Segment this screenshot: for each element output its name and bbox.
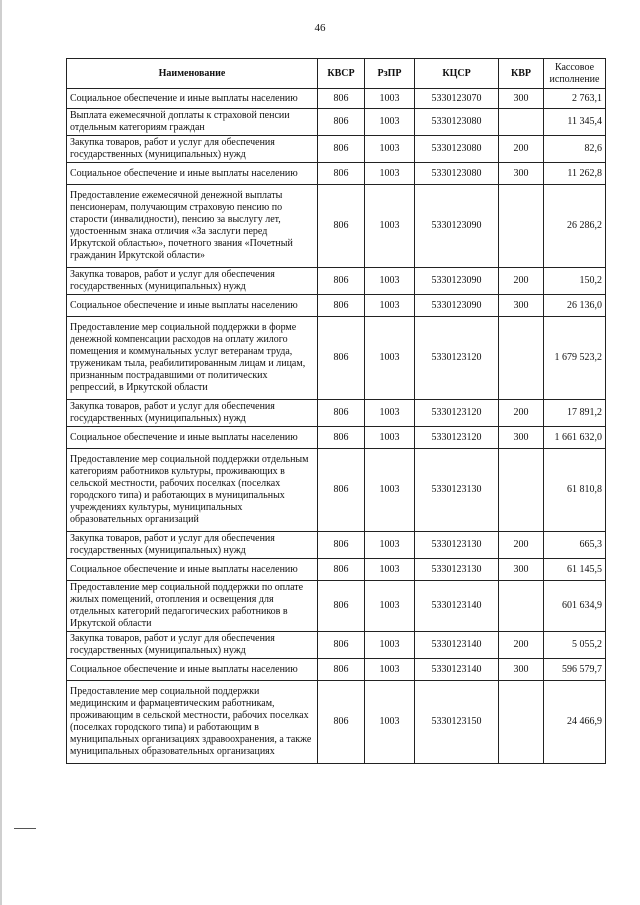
table-row — [67, 427, 606, 449]
row-kvsr: 806 — [318, 681, 365, 764]
table-row — [67, 559, 606, 581]
row-kvr: 300 — [499, 163, 544, 185]
row-amount: 26 136,0 — [544, 295, 606, 317]
row-name: Социальное обеспечение и иные выплаты населению — [67, 559, 318, 581]
header-name: Наименование — [67, 59, 318, 89]
row-kvsr: 806 — [318, 89, 365, 109]
row-name: Предоставление ежемесячной денежной выплаты пенсионерам, получающим страховую пенсию по старости (инвалидности), пенсию за выслугу лет, удостоенным знака отличия «За заслуги перед Иркутской областью», почетного звания «Почетный гражданин Иркутской области» — [67, 185, 318, 268]
header-rzpr: РзПР — [365, 59, 415, 89]
table-row — [67, 136, 606, 163]
row-kvsr: 806 — [318, 532, 365, 559]
row-kvr — [499, 185, 544, 268]
row-name: Предоставление мер социальной поддержки медицинским и фармацевтическим работникам, проживающим в сельской местности, рабочих поселках (поселках городского типа) и работающим в муниципальных организациях здравоохранения, а также муниципальных образовательных организациях — [67, 681, 318, 764]
row-amount: 596 579,7 — [544, 659, 606, 681]
row-name: Выплата ежемесячной доплаты к страховой пенсии отдельным категориям граждан — [67, 109, 318, 136]
row-kcsr: 5330123090 — [415, 185, 499, 268]
row-rzpr: 1003 — [365, 295, 415, 317]
row-kcsr: 5330123130 — [415, 532, 499, 559]
budget-execution-table — [66, 58, 606, 764]
table-row — [67, 400, 606, 427]
row-kcsr: 5330123150 — [415, 681, 499, 764]
row-kvr — [499, 681, 544, 764]
row-amount: 61 145,5 — [544, 559, 606, 581]
row-kvsr: 806 — [318, 185, 365, 268]
row-amount: 1 679 523,2 — [544, 317, 606, 400]
table-row — [67, 659, 606, 681]
table-row — [67, 89, 606, 109]
row-name: Социальное обеспечение и иные выплаты населению — [67, 295, 318, 317]
row-name: Предоставление мер социальной поддержки по оплате жилых помещений, отопления и освещения для отдельных категорий педагогических работников в Иркутской области — [67, 581, 318, 632]
row-kcsr: 5330123080 — [415, 136, 499, 163]
table-header-row — [67, 59, 606, 89]
row-kcsr: 5330123120 — [415, 400, 499, 427]
row-rzpr: 1003 — [365, 449, 415, 532]
table-row — [67, 317, 606, 400]
row-kcsr: 5330123120 — [415, 427, 499, 449]
row-kvsr: 806 — [318, 317, 365, 400]
row-kcsr: 5330123080 — [415, 163, 499, 185]
row-kvsr: 806 — [318, 559, 365, 581]
row-rzpr: 1003 — [365, 532, 415, 559]
row-kcsr: 5330123130 — [415, 449, 499, 532]
row-kvsr: 806 — [318, 427, 365, 449]
header-kvr: КВР — [499, 59, 544, 89]
row-kvsr: 806 — [318, 109, 365, 136]
table-row — [67, 295, 606, 317]
table-row — [67, 163, 606, 185]
header-kvsr: КВСР — [318, 59, 365, 89]
row-kvr: 200 — [499, 632, 544, 659]
row-amount: 61 810,8 — [544, 449, 606, 532]
row-rzpr: 1003 — [365, 109, 415, 136]
row-kvr: 300 — [499, 89, 544, 109]
row-amount: 5 055,2 — [544, 632, 606, 659]
row-kcsr: 5330123140 — [415, 581, 499, 632]
row-kvr: 200 — [499, 400, 544, 427]
row-kvr — [499, 581, 544, 632]
row-kvr: 300 — [499, 559, 544, 581]
row-kvr: 300 — [499, 659, 544, 681]
row-kvr — [499, 449, 544, 532]
table-row — [67, 581, 606, 632]
row-amount: 1 661 632,0 — [544, 427, 606, 449]
row-kcsr: 5330123140 — [415, 659, 499, 681]
row-rzpr: 1003 — [365, 559, 415, 581]
row-kvsr: 806 — [318, 295, 365, 317]
row-kvsr: 806 — [318, 632, 365, 659]
row-rzpr: 1003 — [365, 581, 415, 632]
row-rzpr: 1003 — [365, 185, 415, 268]
row-kvsr: 806 — [318, 400, 365, 427]
row-kcsr: 5330123080 — [415, 109, 499, 136]
row-rzpr: 1003 — [365, 268, 415, 295]
margin-mark — [14, 828, 36, 829]
row-kvr: 200 — [499, 136, 544, 163]
row-kvsr: 806 — [318, 163, 365, 185]
row-name: Предоставление мер социальной поддержки отдельным категориям работников культуры, проживающих в сельской местности, рабочих поселках (поселках городского типа) и работающих в муниципальных учреждениях культуры, муниципальных образовательных организаций — [67, 449, 318, 532]
header-execution: Кассовое исполнение — [544, 59, 606, 89]
row-rzpr: 1003 — [365, 317, 415, 400]
row-amount: 26 286,2 — [544, 185, 606, 268]
table-row — [67, 109, 606, 136]
row-name: Социальное обеспечение и иные выплаты населению — [67, 163, 318, 185]
page-number: 46 — [314, 22, 326, 34]
row-kvr: 300 — [499, 427, 544, 449]
row-name: Закупка товаров, работ и услуг для обеспечения государственных (муниципальных) нужд — [67, 532, 318, 559]
row-rzpr: 1003 — [365, 632, 415, 659]
row-amount: 2 763,1 — [544, 89, 606, 109]
row-kcsr: 5330123070 — [415, 89, 499, 109]
table-row — [67, 268, 606, 295]
table-row — [67, 449, 606, 532]
table-row — [67, 532, 606, 559]
row-kcsr: 5330123140 — [415, 632, 499, 659]
table-row — [67, 185, 606, 268]
row-kvsr: 806 — [318, 659, 365, 681]
table-row — [67, 632, 606, 659]
row-amount: 665,3 — [544, 532, 606, 559]
header-kcsr: КЦСР — [415, 59, 499, 89]
row-amount: 601 634,9 — [544, 581, 606, 632]
row-rzpr: 1003 — [365, 89, 415, 109]
row-name: Закупка товаров, работ и услуг для обеспечения государственных (муниципальных) нужд — [67, 268, 318, 295]
row-kvsr: 806 — [318, 449, 365, 532]
row-amount: 17 891,2 — [544, 400, 606, 427]
table-body — [67, 89, 606, 764]
row-rzpr: 1003 — [365, 427, 415, 449]
row-kvr — [499, 317, 544, 400]
row-name: Закупка товаров, работ и услуг для обеспечения государственных (муниципальных) нужд — [67, 400, 318, 427]
row-rzpr: 1003 — [365, 681, 415, 764]
row-rzpr: 1003 — [365, 136, 415, 163]
table-row — [67, 681, 606, 764]
row-amount: 82,6 — [544, 136, 606, 163]
row-rzpr: 1003 — [365, 659, 415, 681]
row-amount: 24 466,9 — [544, 681, 606, 764]
row-name: Закупка товаров, работ и услуг для обеспечения государственных (муниципальных) нужд — [67, 632, 318, 659]
row-amount: 150,2 — [544, 268, 606, 295]
row-name: Социальное обеспечение и иные выплаты населению — [67, 659, 318, 681]
row-kvr: 200 — [499, 532, 544, 559]
row-rzpr: 1003 — [365, 400, 415, 427]
row-kcsr: 5330123090 — [415, 295, 499, 317]
row-name: Закупка товаров, работ и услуг для обеспечения государственных (муниципальных) нужд — [67, 136, 318, 163]
row-kcsr: 5330123130 — [415, 559, 499, 581]
row-name: Социальное обеспечение и иные выплаты населению — [67, 427, 318, 449]
row-name: Предоставление мер социальной поддержки в форме денежной компенсации расходов на оплату жилого помещения и коммунальных услуг ветеранам труда, труженикам тыла, реабилитированным лицам и лицам, признанным пострадавшими от политических репрессий, в Иркутской области — [67, 317, 318, 400]
row-kvr: 300 — [499, 295, 544, 317]
row-kvsr: 806 — [318, 581, 365, 632]
row-kcsr: 5330123120 — [415, 317, 499, 400]
row-rzpr: 1003 — [365, 163, 415, 185]
row-kvsr: 806 — [318, 136, 365, 163]
row-kvr: 200 — [499, 268, 544, 295]
scan-edge — [0, 0, 2, 905]
row-kvsr: 806 — [318, 268, 365, 295]
row-name: Социальное обеспечение и иные выплаты населению — [67, 89, 318, 109]
row-amount: 11 345,4 — [544, 109, 606, 136]
row-amount: 11 262,8 — [544, 163, 606, 185]
row-kvr — [499, 109, 544, 136]
row-kcsr: 5330123090 — [415, 268, 499, 295]
